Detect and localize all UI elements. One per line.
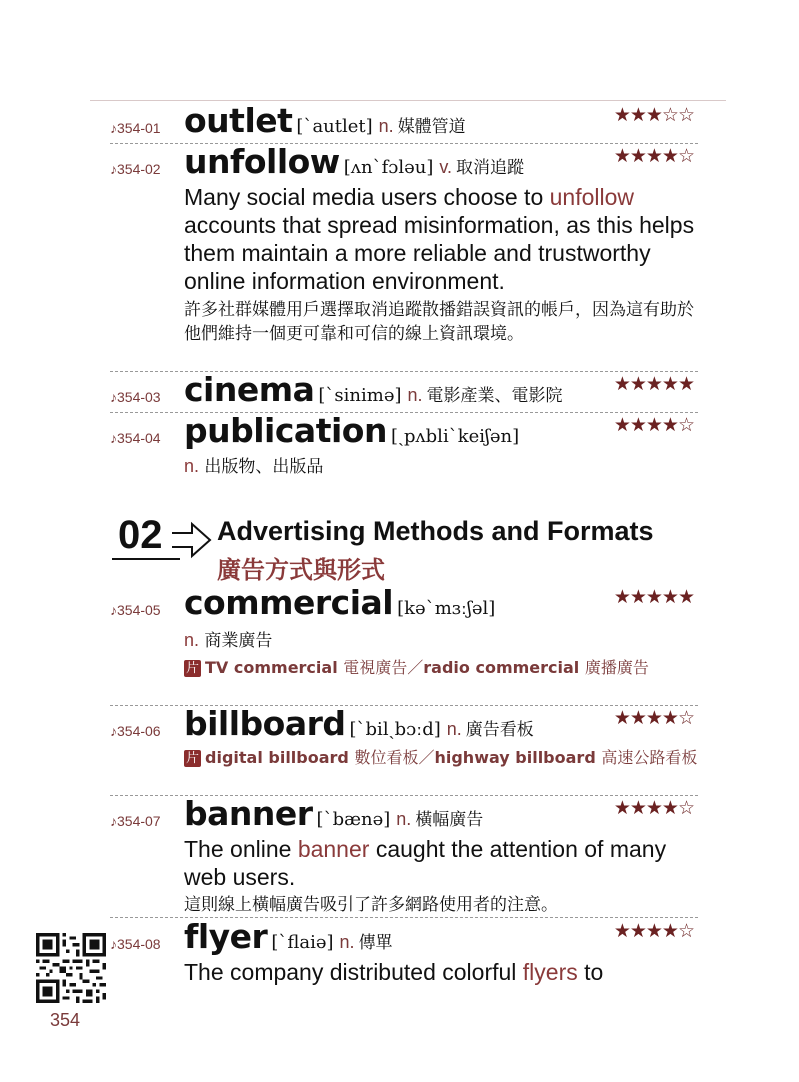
section-title-en: Advertising Methods and Formats — [217, 516, 654, 546]
rating-stars: ★★★★☆ — [613, 414, 694, 436]
audio-code[interactable]: ♪354-04 — [110, 430, 161, 446]
phrase-line: 片 TV commercial 電視廣告／radio commercial 廣播廣告 — [185, 658, 649, 677]
entry-commercial — [110, 583, 700, 679]
highlighted-word: unfollow — [549, 184, 635, 210]
headword: commercial [kə`mɜːʃəl] — [184, 583, 496, 622]
pronunciation: [`bænə] — [316, 809, 391, 830]
page-number: 354 — [50, 1010, 81, 1030]
example-sentence: Many social media users choose to unfollow accounts that spread misinformation, as this helps them maintain a more reliable and trustworthy online information environment. — [184, 184, 695, 294]
part-of-speech: n. — [407, 385, 423, 405]
headword: unfollow [ʌn`fɔləu] v. 取消追蹤 — [184, 142, 525, 181]
part-of-speech: n. — [184, 630, 200, 650]
definition-zh: 廣告看板 — [465, 720, 534, 740]
entry-flyer — [110, 917, 700, 986]
definition-zh: 橫幅廣告 — [415, 810, 484, 830]
phrase-line: 片 digital billboard 數位看板／highway billboard 高速公路看板 — [185, 748, 698, 767]
example-sentence: The online banner caught the attention of many web users. — [184, 836, 667, 890]
headword: cinema [`sinimə] n. 電影產業、電影院 — [184, 370, 563, 409]
section-title-zh: 廣告方式與形式 — [217, 556, 385, 584]
audio-code[interactable]: ♪354-05 — [110, 602, 161, 618]
definition-line — [184, 454, 700, 479]
entry-billboard — [110, 704, 700, 769]
rating-stars: ★★★☆☆ — [613, 104, 694, 126]
qr-code-icon[interactable] — [36, 933, 106, 1003]
pronunciation: [`autlet] — [296, 116, 373, 137]
audio-code[interactable]: ♪354-01 — [110, 120, 161, 136]
part-of-speech: n. — [446, 719, 462, 739]
definition-zh: 傳單 — [358, 933, 393, 953]
part-of-speech: n. — [339, 932, 355, 952]
definition-zh: 媒體管道 — [397, 117, 466, 137]
headword: flyer [`flaiə] n. 傳單 — [184, 917, 393, 956]
phrase-badge: 片 — [185, 661, 199, 676]
audio-code[interactable]: ♪354-02 — [110, 161, 161, 177]
example-translation: 這則線上橫幅廣告吸引了許多網路使用者的注意。 — [184, 895, 558, 915]
definition-line — [184, 628, 700, 653]
audio-code[interactable]: ♪354-07 — [110, 813, 161, 829]
entry-publication — [110, 411, 700, 479]
entry-unfollow — [110, 142, 700, 346]
example-translation: 許多社群媒體用戶選擇取消追蹤散播錯誤資訊的帳戶，因為這有助於他們維持一個更可靠和可信的線上資訊環境。 — [184, 300, 694, 344]
rating-stars: ★★★★☆ — [613, 920, 694, 942]
audio-code[interactable]: ♪354-06 — [110, 723, 161, 739]
part-of-speech: n. — [184, 456, 200, 476]
highlighted-word: flyers — [522, 959, 578, 985]
rating-stars: ★★★★☆ — [613, 145, 694, 167]
headword: banner [`bænə] n. 橫幅廣告 — [184, 794, 484, 833]
definition-zh: 取消追蹤 — [456, 158, 525, 178]
highlighted-word: banner — [297, 836, 370, 862]
audio-code[interactable]: ♪354-08 — [110, 936, 161, 952]
headword: publication [ˏpʌbli`keiʃən] — [184, 411, 520, 450]
pronunciation: [kə`mɜːʃəl] — [397, 598, 496, 619]
pronunciation: [`flaiə] — [271, 932, 334, 953]
entry-cinema — [110, 370, 700, 409]
entry-banner — [110, 794, 700, 917]
rating-stars: ★★★★☆ — [613, 797, 694, 819]
pronunciation: [ˏpʌbli`keiʃən] — [390, 426, 520, 447]
definition-zh: 電影產業、電影院 — [426, 386, 563, 406]
pronunciation: [ʌn`fɔləu] — [343, 157, 434, 178]
part-of-speech: n. — [396, 809, 412, 829]
rating-stars: ★★★★☆ — [613, 707, 694, 729]
pronunciation: [`bilˏbɔːd] — [349, 719, 441, 740]
headword: outlet [`autlet] n. 媒體管道 — [184, 101, 466, 140]
rating-stars: ★★★★★ — [613, 373, 694, 395]
part-of-speech: n. — [378, 116, 394, 136]
section-arrow-icon — [170, 520, 214, 560]
audio-code[interactable]: ♪354-03 — [110, 389, 161, 405]
entry-outlet — [110, 101, 700, 140]
pronunciation: [`sinimə] — [318, 385, 402, 406]
part-of-speech: v. — [439, 157, 453, 177]
section-number: 02 — [118, 513, 163, 557]
definition-zh: 商業廣告 — [204, 631, 273, 651]
headword: billboard [`bilˏbɔːd] n. 廣告看板 — [184, 704, 534, 743]
definition-zh: 出版物、出版品 — [204, 457, 324, 477]
example-sentence: The company distributed colorful flyers to — [184, 959, 604, 985]
rating-stars: ★★★★★ — [613, 586, 694, 608]
phrase-badge: 片 — [185, 751, 199, 766]
